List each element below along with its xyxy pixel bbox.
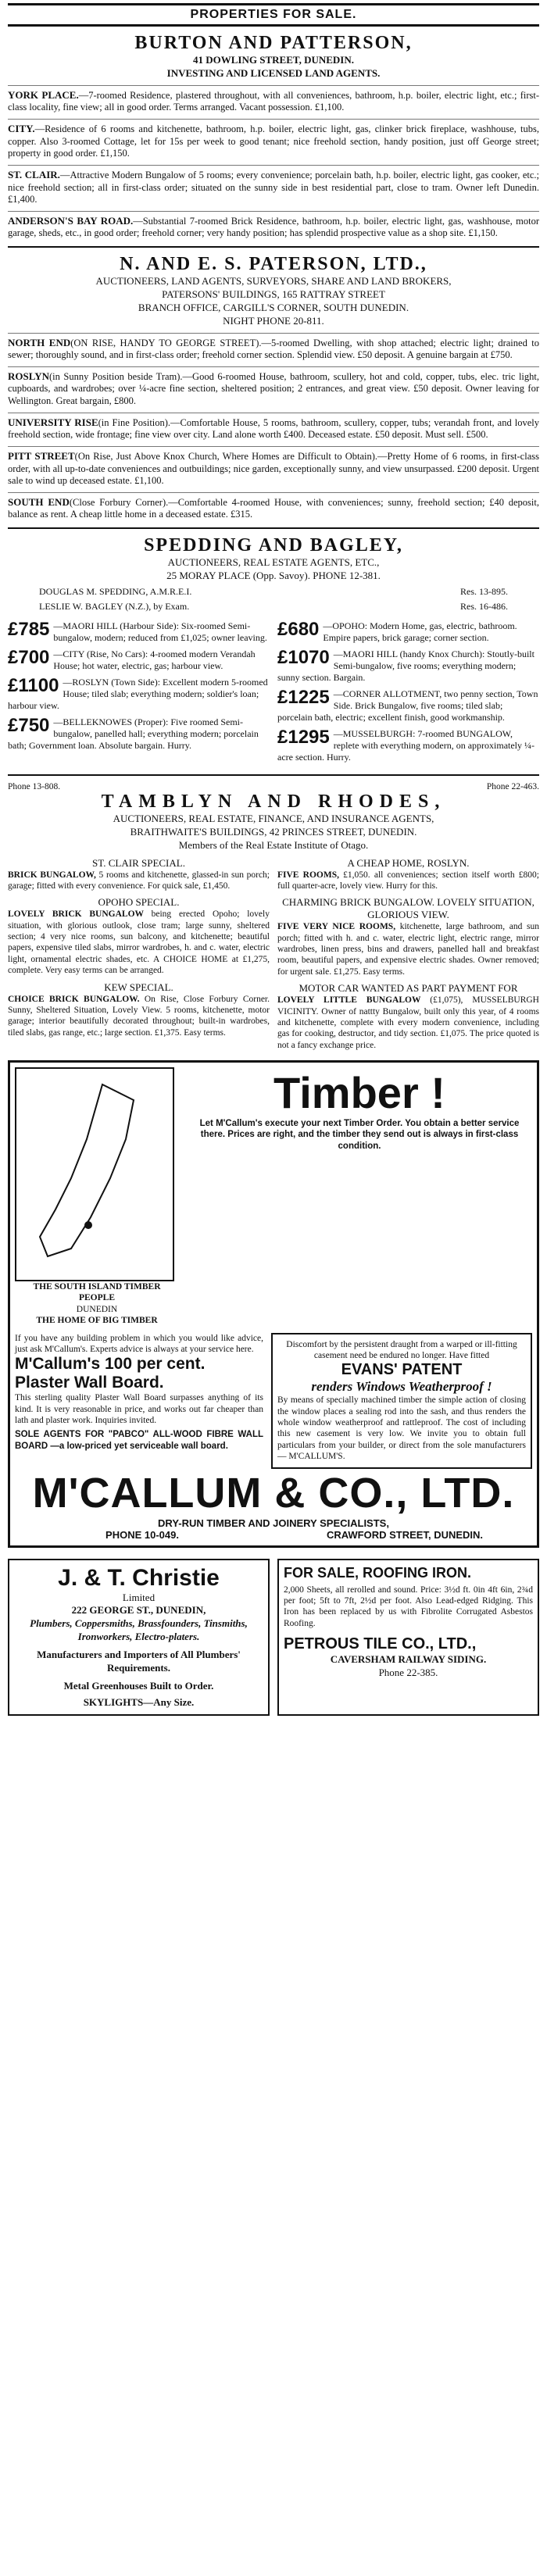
spedding-partners-2 [39, 601, 508, 613]
spedding-listing [8, 674, 270, 712]
paterson-line-1: AUCTIONEERS, LAND AGENTS, SURVEYORS, SHARE AND LAND BROKERS, [95, 275, 452, 288]
page [8, 0, 539, 1716]
evans-subtitle: renders Windows Weatherproof ! [311, 1379, 492, 1395]
listing-price: £1100 [8, 674, 59, 696]
christie-greenhouses: Metal Greenhouses Built to Order. [63, 1679, 214, 1692]
spedding-right-column [277, 616, 539, 768]
paterson-listing [8, 492, 539, 521]
spedding-listing [277, 620, 539, 644]
tamblyn-phone-2: Phone 22-463. [486, 781, 539, 791]
listing-text: —MAORI HILL (handy Knox Church): Stoutly-built Semi-bungalow, five rooms; everything modern; sunny section. Bargain. [277, 648, 534, 683]
special-listing [277, 870, 539, 892]
map-drawing [16, 1069, 173, 1280]
timber-headline: Timber ! [274, 1068, 445, 1118]
christie-address: 222 GEORGE ST., DUNEDIN, [71, 1604, 206, 1617]
paterson-listing [8, 413, 539, 441]
paterson-line-4: NIGHT PHONE 20-811. [223, 314, 324, 327]
burton-listing-text: —Residence of 6 rooms and kitchenette, bathroom, h.p. boiler, electric light, gas, clinker brick fireplace, washhouse, tubs, copper. Also 3-roomed Cottage, let for 15s per week to good tenant; nice freehold section, handy position, just off George street; property in good order. £1,150. [8, 123, 539, 159]
south-island-map [15, 1067, 174, 1281]
special-listing [8, 909, 270, 976]
spedding-listing [8, 648, 270, 672]
burton-listing-text: —7-roomed Residence, plastered throughout, with all conveniences, bathroom, h.p. boiler, electric light, etc.; first-class locality, fine view; all in good order. Terms arranged. Vacant possession. £1,100. [8, 89, 539, 113]
paterson-listing-title: ROSLYN [8, 370, 49, 382]
mccallum-ad [8, 1060, 539, 1548]
paterson-listing-text: (in Fine Position).—Comfortable House, 5 rooms, bathroom, scullery, copper, tubs; verandah front, and lovely freehold section, wide frontage; fine view over city. Land alone worth £400. Deceased estate. £50 deposit. Must sell. £500. [8, 416, 539, 441]
listing-price: £680 [277, 618, 320, 640]
section-header: PROPERTIES FOR SALE. [8, 3, 539, 27]
special-title: BRICK BUNGALOW, [8, 870, 99, 880]
wall-board-text: This sterling quality Plaster Wall Board surpasses anything of its kind. It is very reasonable in price, and works out far cheaper than lath and plaster work. Inquiries invited. [15, 1393, 263, 1426]
special-heading: KEW SPECIAL. [104, 981, 173, 993]
mccallum-address: CRAWFORD STREET, DUNEDIN. [326, 1528, 484, 1541]
discomfort-text: Discomfort by the persistent draught from a warped or ill-fitting casement need be endured no longer. Have fitted [286, 1339, 517, 1360]
listing-price: £750 [8, 714, 50, 736]
burton-listing [8, 165, 539, 206]
christie-trades: Plumbers, Coppersmiths, Brassfounders, Tinsmiths, Ironworkers, Electro-platers. [30, 1617, 248, 1643]
tamblyn-left-column [8, 852, 270, 1052]
christie-name: J. & T. Christie [58, 1564, 220, 1591]
burton-listing-text: —Attractive Modern Bungalow of 5 rooms; every convenience; porcelain bath, h.p. boiler, electric light, gas cooker, etc.; nice freehold section; all in first-class order; situated on the sunny side in best residential part, close to tram. Owner left Dunedin. £1,400. [8, 169, 539, 205]
mccallum-phone: PHONE 10-049. [105, 1528, 179, 1541]
partner-2: LESLIE W. BAGLEY (N.Z.), by Exam. [39, 600, 190, 612]
paterson-line-2: PATERSONS' BUILDINGS, 165 RATTRAY STREET [162, 288, 385, 300]
mccallum-left-text [15, 1333, 263, 1469]
spedding-listing [277, 648, 539, 684]
listing-price: £1225 [277, 686, 330, 708]
tamblyn-line-2: BRAITHWAITE'S BUILDINGS, 42 PRINCES STREET, DUNEDIN. [130, 825, 417, 838]
christie-ad [8, 1559, 270, 1716]
petrous-phone: Phone 22-385. [378, 1666, 438, 1678]
partner-1-res: Res. 13-895. [460, 585, 508, 597]
paterson-listing [8, 333, 539, 362]
tamblyn-line-1: AUCTIONEERS, REAL ESTATE, FINANCE, AND INSURANCE AGENTS, [113, 812, 434, 824]
special-text: being erected Opoho; lovely situation, with glorious outlook, close tram; large sunny, sheltered section; 4 very nice rooms, sun balcony, and kitchenette; beautiful papers, expensive tiled slabs, mirror wardrobes, h. and c. water, electric light, ornamental electric shades, etc. A CHOICE HOME at £1,275, complete. Very easy terms can be arranged. [8, 909, 270, 976]
listing-text: —BELLEKNOWES (Proper): Five roomed Semi-bungalow, panelled hall; everything modern; porcelain bath; Government loan. Absolute bargain. Hurry. [8, 716, 259, 751]
tamblyn-right-column [277, 852, 539, 1052]
special-text: On Rise, Close Forbury Corner. Sunny, Sheltered Situation, Lovely View. 5 rooms, kitchenette, motor garage; interior beautifully decorated throughout; built-in wardrobes, tiled slabs, gas range, etc.; large section. £1,375. Easy terms. [8, 994, 270, 1038]
listing-price: £1295 [277, 726, 330, 748]
special-title: CHOICE BRICK BUNGALOW. [8, 994, 145, 1004]
spedding-listing [277, 688, 539, 723]
burton-firm: BURTON AND PATTERSON, [134, 33, 413, 53]
listing-text: —ROSLYN (Town Side): Excellent modern 5-roomed House; tiled slab; everything modern; soldier's loan; harbour view. [8, 676, 268, 711]
bottom-ads [8, 1559, 539, 1716]
special-listing [8, 870, 270, 892]
listing-text: —MAORI HILL (Harbour Side): Six-roomed Semi-bungalow, modern; reduced from £1,025; owner leaving. [53, 620, 267, 643]
special-heading: ST. CLAIR SPECIAL. [92, 856, 185, 869]
spedding-line-1: AUCTIONEERS, REAL ESTATE AGENTS, ETC., [167, 556, 380, 569]
tamblyn-phone-1: Phone 13-808. [8, 781, 61, 791]
paterson-listing [8, 366, 539, 408]
partner-1: DOUGLAS M. SPEDDING, A.M.R.E.I. [39, 585, 192, 597]
tamblyn-listings [8, 852, 539, 1052]
timber-pitch: Let M'Callum's execute your next Timber Order. You obtain a better service there. Prices are right, and the timber they send out is always in first-class condition. [199, 1119, 520, 1151]
special-heading: A CHEAP HOME, ROSLYN. [347, 856, 470, 869]
petrous-name: PETROUS TILE CO., LTD., [284, 1635, 477, 1653]
burton-listing-title: ST. CLAIR. [8, 168, 60, 180]
special-text: kitchenette, large bathroom, and sun porch; fitted with h. and c. water, electric light, electric range, mirror wardrobes, linen press, bins and drawers, panelled hall and breakfast room, beautiful papers, and expensive electric shades. Owner removed; for urgent sale. £1,275. Easy terms. [277, 922, 539, 977]
listing-price: £785 [8, 618, 50, 640]
spedding-listing [8, 716, 270, 752]
tamblyn-phones [8, 782, 539, 791]
paterson-listing-text: (ON RISE, HANDY TO GEORGE STREET).—5-roomed Dwelling, with shop attached; electric light; drained to sewer; thoroughly sound, and in first-class order; freehold corner section. Splendid view. £50 deposit. A genuine bargain at £750. [8, 337, 539, 361]
special-listing [8, 994, 270, 1039]
burton-ads [8, 85, 539, 240]
paterson-listing-text: (Close Forbury Corner).—Comfortable 4-roomed House, with conveniences; sunny, freehold section; £40 deposit, balance as rent. A cheap little home in a deceased estate. £315. [8, 496, 539, 520]
tamblyn-firm: TAMBLYN AND RHODES, [101, 791, 446, 812]
map-caption: THE HOME OF BIG TIMBER [36, 1316, 158, 1326]
evans-title: EVANS' PATENT [341, 1361, 463, 1379]
paterson-listing-title: PITT STREET [8, 449, 75, 462]
burton-listing-text: —Substantial 7-roomed Brick Residence, bathroom, h.p. boiler, electric light, gas, washhouse, motor garage, sheds, etc., in good order; freehold corner; very handy position; has splendid prospective value as a shop site. £1,150. [8, 215, 540, 239]
burton-listing-title: CITY. [8, 123, 35, 135]
petrous-address: CAVERSHAM RAILWAY SIDING. [330, 1653, 487, 1666]
divider [8, 527, 539, 529]
spedding-firm: SPEDDING AND BAGLEY, [144, 535, 403, 556]
burton-listing [8, 119, 539, 160]
spedding-line-2: 25 MORAY PLACE (Opp. Savoy). PHONE 12-381. [166, 569, 381, 581]
map-city: DUNEDIN [76, 1304, 118, 1314]
spedding-left-column [8, 616, 270, 768]
listing-text: —OPOHO: Modern Home, gas, electric, bathroom. Empire papers, brick garage; corner section. [323, 620, 517, 643]
burton-listing [8, 211, 539, 240]
paterson-listing [8, 446, 539, 488]
wall-board-title: M'Callum's 100 per cent. Plaster Wall Board. [15, 1355, 206, 1392]
listing-price: £1070 [277, 646, 330, 668]
partner-2-res: Res. 16-486. [460, 600, 508, 612]
paterson-listing-text: (On Rise, Just Above Knox Church, Where Homes are Difficult to Obtain).—Pretty Home of 6 rooms, in first-class order, with all up-to-date conveniences and outbuildings; nice garden, exceptionally sunny, and view unsurpassed. £200 deposit. Urgent sale to wind up deceased estate. £1,100. [8, 450, 539, 487]
special-title: FIVE ROOMS, [277, 870, 344, 880]
spedding-listing [277, 728, 539, 763]
listing-text: —CITY (Rise, No Cars): 4-roomed modern Verandah House; hot water, electric, gas; harbour view. [53, 648, 256, 671]
special-title: LOVELY LITTLE BUNGALOW [277, 995, 431, 1006]
paterson-listing-text: (in Sunny Position beside Tram).—Good 6-roomed House, bathroom, scullery, hot and cold, copper, tubs, elec. tric light, cupboards, and wardrobes; over ¼-acre fine section, sheltered position; 2 entrances, and great view. £50 deposit. Owner leaving for Wellington. Great bargain, £800. [8, 370, 539, 407]
tamblyn-line-3: Members of the Real Estate Institute of Otago. [178, 838, 369, 851]
map-title: THE SOUTH ISLAND TIMBER PEOPLE [33, 1282, 161, 1303]
burton-listing [8, 85, 539, 114]
spedding-partners [39, 586, 508, 598]
divider [8, 774, 539, 776]
special-heading: CHARMING BRICK BUNGALOW. LOVELY SITUATION, GLORIOUS VIEW. [282, 896, 534, 921]
paterson-line-3: BRANCH OFFICE, CARGILL'S CORNER, SOUTH DUNEDIN. [138, 301, 409, 313]
agents-text: SOLE AGENTS FOR "PABCO" ALL-WOOD FIBRE WALL BOARD —a low-priced yet serviceable wall board. [15, 1430, 263, 1451]
paterson-listing-title: SOUTH END [8, 495, 70, 508]
christie-ltd: Limited [122, 1591, 156, 1603]
burton-listing-title: YORK PLACE. [8, 88, 79, 101]
mccallum-right-top [187, 1067, 532, 1327]
paterson-ads [8, 333, 539, 522]
burton-line: INVESTING AND LICENSED LAND AGENTS. [166, 66, 381, 79]
roofing-title: FOR SALE, ROOFING IRON. [284, 1564, 472, 1581]
mccallum-name: M'CALLUM & CO., LTD. [32, 1469, 515, 1517]
roofing-ad [277, 1559, 539, 1716]
special-text: 5 rooms and kitchenette, glassed-in sun porch; garage; fitted with every convenience. For quick sale, £1,450. [8, 870, 270, 891]
spedding-listing [8, 620, 270, 644]
special-listing [277, 995, 539, 1051]
special-listing [277, 921, 539, 977]
special-heading: MOTOR CAR WANTED AS PART PAYMENT FOR [299, 982, 518, 995]
special-text: £1,050. all conveniences; section itself worth £800; full quarter-acre, lovely view. Hurry for this. [277, 870, 539, 891]
listing-text: —MUSSELBURGH: 7-roomed BUNGALOW, replete with everything modern, on approximately ¼-acre section. Hurry. [277, 727, 535, 763]
roofing-text: 2,000 Sheets, all rerolled and sound. Price: 3½d ft. 0in 4ft 6in, 2¾d per foot; 5ft to 7ft, 2½d per foot. Also Lead-edged Ridging. This Iron has been replaced by us with Fibrolite Corrugated Asbestos Roofing. [284, 1585, 533, 1628]
divider [8, 246, 539, 248]
paterson-firm: N. AND E. S. PATERSON, LTD., [120, 254, 427, 275]
mccallum-foot-1: DRY-RUN TIMBER AND JOINERY SPECIALISTS, [158, 1517, 389, 1529]
evans-text: By means of specially machined timber the simple action of closing the window places a sealing rod into the sash, and thus renders the whole window weatherproof and rattleproof. The cost of including this new casement is very low. We invite you to obtain full particulars from your builder, or direct from the sole manufacturers— M'CALLUM'S. [277, 1395, 526, 1462]
burton-address: 41 DOWLING STREET, DUNEDIN. [193, 54, 354, 66]
mccallum-left [15, 1067, 179, 1327]
paterson-listing-title: NORTH END [8, 336, 71, 348]
evans-box [271, 1333, 532, 1469]
burton-listing-title: ANDERSON'S BAY ROAD. [8, 214, 134, 227]
christie-manufacturers: Manufacturers and Importers of All Plumbers' Requirements. [37, 1649, 241, 1674]
special-title: FIVE VERY NICE ROOMS, [277, 922, 400, 932]
paterson-listing-title: UNIVERSITY RISE [8, 416, 98, 428]
mccallum-foot-row [15, 1529, 532, 1541]
special-text: (£1,075), MUSSELBURGH VICINITY. Owner of nattty Bungalow, built only this year, of 4 rooms and kitchenette, complete with every modern convenience, including gas for cooking, destructor, and tidy section. £1,075. The price quoted is not a fancy exchange price. [277, 995, 539, 1050]
listing-text: —CORNER ALLOTMENT, two penny section, Town Side. Brick Bungalow, five rooms; tiled slab; porcelain bath, electric; excellent finish, good workmanship. [277, 688, 538, 723]
christie-skylights: SKYLIGHTS—Any Size. [83, 1695, 195, 1708]
listing-price: £700 [8, 646, 50, 668]
spedding-listings [8, 616, 539, 768]
special-heading: OPOHO SPECIAL. [98, 896, 180, 909]
special-title: LOVELY BRICK BUNGALOW [8, 909, 152, 920]
advice-text: If you have any building problem in which you would like advice, just ask M'Callum's. Experts advice is always at your service here. [15, 1333, 263, 1354]
